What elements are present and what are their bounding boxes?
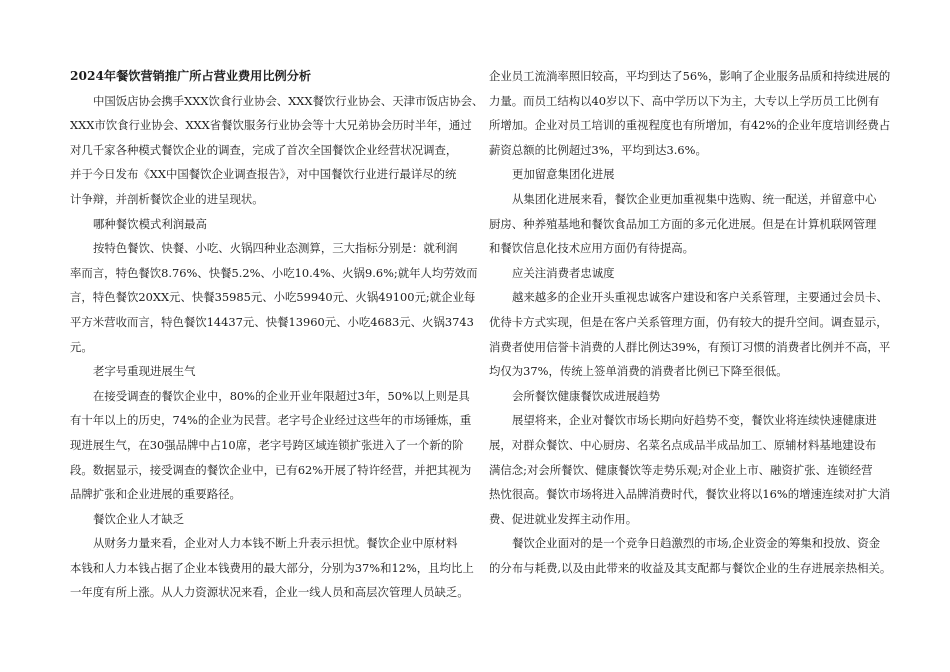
text-line: 费、促进就业发挥主动作用。 (489, 511, 638, 526)
text-line: 优待卡方式实现，但是在客户关系管理方面，仍有较大的提升空间。调查显示， (489, 314, 888, 329)
text-line: 均仅为37%，传统上签单消费的消费者比例已下降至很低。 (489, 364, 788, 379)
text-line: 力量。而员工结构以40岁以下、高中学历以下为主，大专以上学历员工比例有 (489, 93, 880, 108)
paragraph-profit (70, 236, 478, 359)
text-line: XXX市饮食行业协会、XXX省餐饮服务行业协会等十大兄弟协会历时半年，通过 (70, 118, 472, 133)
text-line: 率而言，特色餐饮8.76%、快餐5.2%、小吃10.4%、火锅9.6%;就年人均劳效而 (70, 265, 478, 280)
text-line: 越来越多的企业开头重视忠诚客户建设和客户关系管理，主要通过会员卡、 (512, 290, 888, 305)
text-line: 满信念;对会所餐饮、健康餐饮等走势乐观;对企业上市、融资扩张、连锁经营 (489, 462, 873, 477)
text-line: 展，对群众餐饮、中心厨房、名菜名点成品半成品加工、原辅材料基地建设布 (489, 437, 877, 452)
text-line: 在接受调查的餐饮企业中，80%的企业开业年限超过3年，50%以上则是具 (93, 388, 470, 403)
text-line: 从财务力量来看，企业对人力本钱不断上升表示担忧。餐饮企业中原材料 (93, 536, 458, 551)
text-line: 现进展生气，在30强品牌中占10席，老字号跨区域连锁扩张进入了一个新的阶 (70, 437, 464, 452)
text-line: 中国饭店协会携手XXX饮食行业协会、XXX餐饮行业协会、天津市饭店协会、 (93, 93, 484, 108)
text-line: 本钱和人力本钱占据了企业本钱费用的最大部分，分别为37%和12%，且均比上 (70, 560, 474, 575)
text-line: 热忱很高。餐饮市场将进入品牌消费时代，餐饮业将以16%的增速连续对扩大消 (489, 487, 891, 502)
text-line: 段。数据显示，接受调查的餐饮企业中，已有62%开展了特许经营，并把其视为 (70, 462, 472, 477)
section-heading-customer-loyalty: 应关注消费者忠诚度 (512, 265, 615, 280)
right-column (489, 64, 892, 580)
text-line: 一年度有所上涨。从人力资源状况来看，企业一线人员和高层次管理人员缺乏。 (70, 585, 469, 600)
text-line: 消费者使用信誉卡消费的人群比例达39%，有预订习惯的消费者比例并不高，平 (489, 339, 891, 354)
section-heading-trends: 会所餐饮健康餐饮成进展趋势 (512, 388, 661, 403)
section-heading-group-development: 更加留意集团化进展 (512, 167, 615, 182)
paragraph-heritage-brands (70, 384, 472, 507)
text-line: 品牌扩张和企业进展的重要路径。 (70, 487, 241, 502)
paragraph-talent-continued (489, 64, 891, 162)
text-line: 元。 (70, 339, 93, 354)
document-title: 2024年餐饮营销推广所占营业费用比例分析 (70, 69, 312, 83)
text-line: 言，特色餐饮20XX元、快餐35985元、小吃59940元、火锅49100元;就企业每 (70, 290, 476, 305)
text-line: 对几千家各种模式餐饮企业的调查，完成了首次全国餐饮企业经营状况调查， (70, 142, 458, 157)
paragraph-talent-shortage (70, 531, 474, 605)
text-line: 厨房、种养殖基地和餐饮食品加工方面的多元化进展。但是在计算机联网管理 (489, 216, 877, 231)
section-heading-heritage-brands: 老字号重现进展生气 (93, 364, 196, 379)
text-line: 并于今日发布《XX中国餐饮企业调查报告》，对中国餐饮行业进行最详尽的统 (70, 167, 457, 182)
left-column (70, 64, 484, 605)
text-line: 有十年以上的历史，74%的企业为民营。老字号企业经过这些年的市场锤炼，重 (70, 413, 472, 428)
text-line: 企业员工流淌率照旧较高，平均到达了56%，影响了企业服务品质和持续进展的 (489, 69, 891, 83)
paragraph-trends (489, 408, 891, 531)
text-line: 计争辩，并剖析餐饮企业的进呈现状。 (70, 191, 264, 206)
text-line: 薪资总额的比例超过3%，平均到达3.6%。 (489, 142, 707, 157)
section-heading-profit: 哪种餐饮模式利润最高 (93, 216, 207, 231)
text-line: 按特色餐饮、快餐、小吃、火锅四种业态测算，三大指标分别是：就利润 (93, 241, 458, 256)
paragraph-group-development (489, 187, 883, 261)
intro-paragraph (70, 89, 484, 212)
text-line: 从集团化进展来看，餐饮企业更加重视集中选购、统一配送，并留意中心 (512, 191, 877, 206)
text-line: 餐饮企业面对的是一个竞争日趋激烈的市场,企业资金的筹集和投放、资金 (512, 536, 881, 551)
paragraph-conclusion (489, 531, 892, 580)
text-line: 展望将来，企业对餐饮市场长期向好趋势不变，餐饮业将连续快速健康进 (512, 413, 877, 428)
text-line: 和餐饮信息化技术应用方面仍有待提高。 (489, 241, 695, 256)
text-line: 平方米营收而言，特色餐饮14437元、快餐13960元、小吃4683元、火锅3743 (70, 314, 474, 329)
text-line: 的分布与耗费,以及由此带来的收益及其支配都与餐饮企业的生存进展亲热相关。 (489, 560, 892, 575)
text-line: 所增加。企业对员工培训的重视程度也有所增加，有42%的企业年度培训经费占 (489, 118, 891, 133)
paragraph-customer-loyalty (489, 285, 891, 383)
section-heading-talent-shortage: 餐饮企业人才缺乏 (93, 511, 185, 526)
